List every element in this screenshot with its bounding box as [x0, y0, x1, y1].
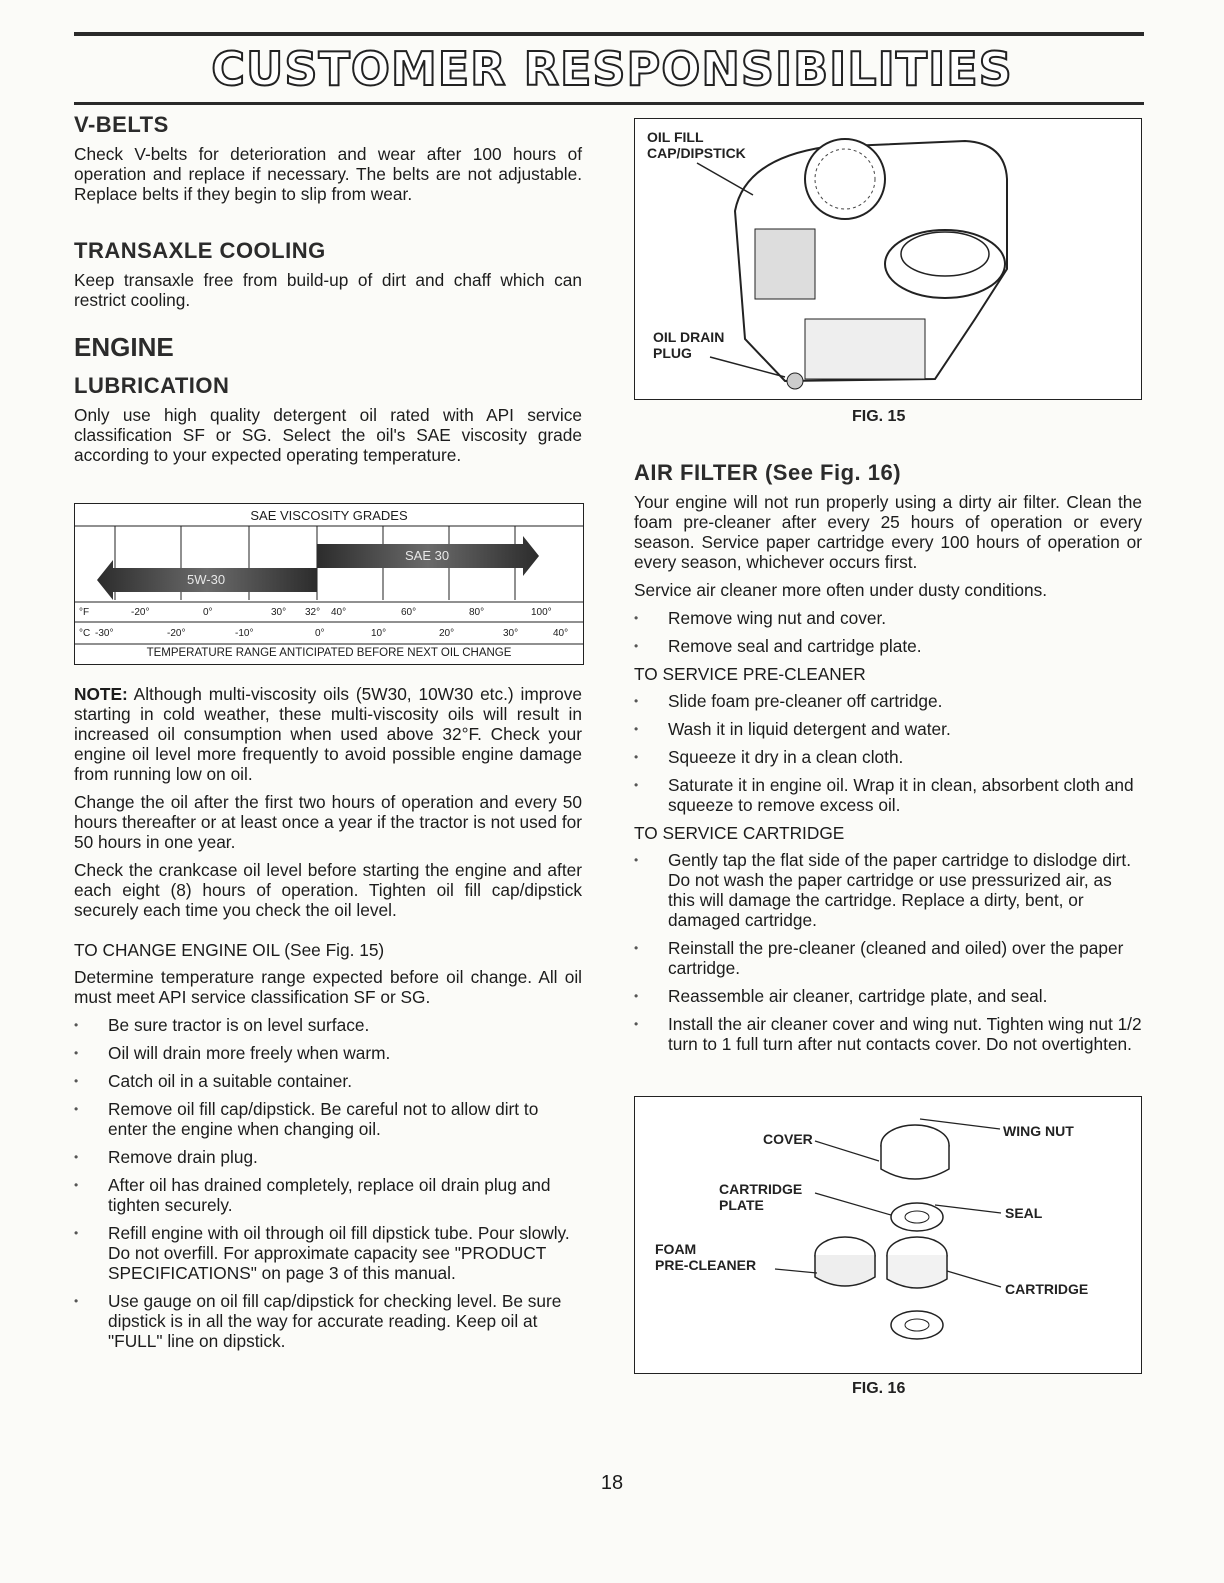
fig15-illustration [634, 118, 1142, 400]
c-tick-6: 20° [439, 628, 455, 639]
list-item: • Catch oil in a suitable container. [74, 1071, 582, 1091]
change-oil-steps [74, 1015, 582, 1351]
list-item: • Install the air cleaner cover and wing nut. Tighten wing nut 1/2 turn to 1 full turn after nut contacts cover. Do not overtighten. [634, 1014, 1142, 1054]
page-title: CUSTOMER RESPONSIBILITIES [211, 42, 1013, 96]
determine-text: Determine temperature range expected before oil change. All oil must meet API service classification SF or SG. [74, 967, 582, 1007]
list-item: • Oil will drain more freely when warm. [74, 1043, 582, 1063]
sae-viscosity-chart [74, 503, 584, 665]
chart-title: SAE VISCOSITY GRADES [250, 508, 408, 523]
foam-precleaner-label: FOAM PRE-CLEANER [655, 1241, 757, 1273]
f-tick-7: 80° [469, 607, 485, 618]
vbelts-text: Check V-belts for deterioration and wear after 100 hours of operation and replace if necessary. The belts are not adjustable. Replace belts if they begin to slip from wear. [74, 144, 582, 204]
precleaner-steps [634, 691, 1142, 815]
engine-heading: ENGINE [74, 332, 174, 362]
lubrication-heading: LUBRICATION [74, 373, 230, 398]
vbelts-heading: V-BELTS [74, 112, 169, 137]
list-item: • Be sure tractor is on level surface. [74, 1015, 582, 1035]
check-oil-text: Check the crankcase oil level before starting the engine and after each eight (8) hours of operation. Tighten oil fill cap/dipstick securely each time you check the oil level. [74, 860, 582, 920]
list-item: • After oil has drained completely, replace oil drain plug and tighten securely. [74, 1175, 582, 1215]
list-item: • Use gauge on oil fill cap/dipstick for checking level. Be sure dipstick is in all the way for accurate reading. Keep oil at "FULL" line on dipstick. [74, 1291, 582, 1351]
f-tick-6: 60° [401, 607, 417, 618]
list-item: • Remove drain plug. [74, 1147, 582, 1167]
note-text: Although multi-viscosity oils (5W30, 10W30 etc.) improve starting in cold weather, these multi-viscosity oils will result in increased oil consumption when used above 32°F. Check your engine oil level more frequently to avoid possible engine damage from running low on oil. [74, 684, 582, 784]
c-tick-4: 0° [315, 628, 325, 639]
c-unit: °C [79, 628, 91, 639]
wing-nut-label: WING NUT [1003, 1123, 1074, 1139]
oil-drain-label: OIL DRAIN PLUG [653, 329, 725, 361]
list-item: • Saturate it in engine oil. Wrap it in clean, absorbent cloth and squeeze to remove excess oil. [634, 775, 1142, 815]
list-item: • Remove seal and cartridge plate. [634, 636, 1142, 656]
fig16-caption: FIG. 16 [852, 1380, 906, 1397]
fig16-illustration [634, 1096, 1142, 1374]
list-item: • Wash it in liquid detergent and water. [634, 719, 1142, 739]
f-tick-8: 100° [531, 607, 552, 618]
list-item: • Remove oil fill cap/dipstick. Be careful not to allow dirt to enter the engine when changing oil. [74, 1099, 582, 1139]
c-tick-1: -30° [95, 628, 114, 639]
fig15-caption: FIG. 15 [852, 408, 906, 425]
sae30-label: SAE 30 [405, 548, 450, 563]
viscosity-graphic [75, 504, 583, 664]
change-oil-text: Change the oil after the first two hours of operation and every 50 hours thereafter or at least once a year if the tractor is not used for 50 hours in one year. [74, 792, 582, 852]
air-filter-steps [634, 608, 1142, 656]
f-tick-3: 30° [271, 607, 287, 618]
cartridge-label: CARTRIDGE [1005, 1281, 1089, 1297]
cartridge-steps [634, 850, 1142, 1054]
note-paragraph [74, 684, 582, 784]
c-tick-3: -10° [235, 628, 254, 639]
seal-label: SEAL [1005, 1205, 1043, 1221]
list-item: • Slide foam pre-cleaner off cartridge. [634, 691, 1142, 711]
left-column-top [74, 112, 582, 473]
transaxle-text: Keep transaxle free from build-up of dirt and chaff which can restrict cooling. [74, 270, 582, 310]
change-oil-heading: TO CHANGE ENGINE OIL (See Fig. 15) [74, 940, 385, 960]
left-column-bottom [74, 684, 582, 1359]
chart-footer: TEMPERATURE RANGE ANTICIPATED BEFORE NEXT OIL CHANGE [146, 647, 512, 659]
list-item: • Refill engine with oil through oil fill dipstick tube. Pour slowly. Do not overfill. For approximate capacity see "PRODUCT SPECIFICATIONS" on page 3 of this manual. [74, 1223, 582, 1283]
transaxle-heading: TRANSAXLE COOLING [74, 238, 326, 263]
5w30-label: 5W-30 [187, 572, 226, 587]
f-tick-1: -20° [131, 607, 150, 618]
cover-label: COVER [763, 1131, 813, 1147]
top-rule [74, 32, 1144, 36]
note-label: NOTE: [74, 684, 128, 704]
f-unit: °F [79, 607, 90, 618]
right-column [634, 460, 1142, 1062]
c-tick-5: 10° [371, 628, 387, 639]
dusty-text: Service air cleaner more often under dusty conditions. [634, 580, 1048, 600]
list-item: • Remove wing nut and cover. [634, 608, 1142, 628]
cartridge-heading: TO SERVICE CARTRIDGE [634, 823, 845, 843]
c-tick-7: 30° [503, 628, 519, 639]
title-rule [74, 102, 1144, 105]
f-tick-2: 0° [203, 607, 213, 618]
cartridge-plate-label: CARTRIDGE PLATE [719, 1181, 803, 1213]
oil-fill-label: OIL FILL CAP/DIPSTICK [647, 129, 746, 161]
lubrication-text: Only use high quality detergent oil rated with API service classification SF or SG. Select the oil's SAE viscosity grade according to your expected operating temperature. [74, 405, 582, 465]
list-item: • Squeeze it dry in a clean cloth. [634, 747, 1142, 767]
f-tick-5: 40° [331, 607, 347, 618]
c-tick-8: 40° [553, 628, 569, 639]
precleaner-heading: TO SERVICE PRE-CLEANER [634, 664, 866, 684]
list-item: • Gently tap the flat side of the paper cartridge to dislodge dirt. Do not wash the paper cartridge or use pressurized air, as this will damage the cartridge. Replace a dirty, bent, or damaged cartridge. [634, 850, 1142, 930]
page-number: 18 [600, 1472, 624, 1494]
list-item: • Reinstall the pre-cleaner (cleaned and oiled) over the paper cartridge. [634, 938, 1142, 978]
f-tick-4: 32° [305, 607, 321, 618]
c-tick-2: -20° [167, 628, 186, 639]
air-filter-text: Your engine will not run properly using a dirty air filter. Clean the foam pre-cleaner after every 25 hours of operation or every season. Service paper cartridge every 100 hours of operation or every season, whichever occurs first. [634, 492, 1142, 572]
list-item: • Reassemble air cleaner, cartridge plate, and seal. [634, 986, 1142, 1006]
air-filter-heading: AIR FILTER (See Fig. 16) [634, 460, 902, 485]
